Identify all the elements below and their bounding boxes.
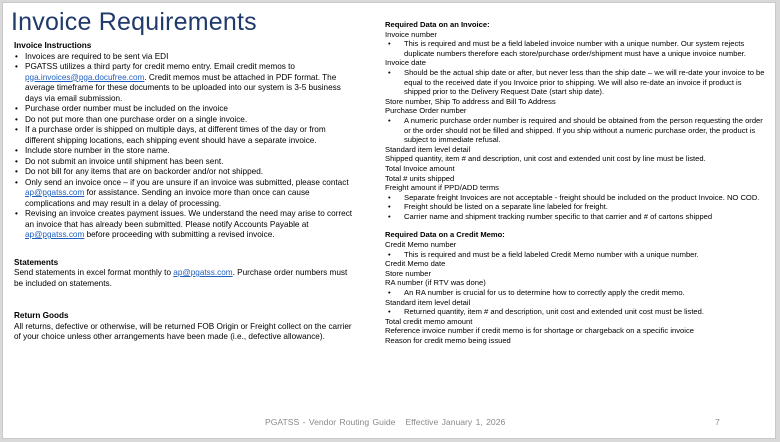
list-item [14,146,354,157]
right-column [385,20,769,346]
credit-memo-total-line: Total credit memo amount [385,316,473,326]
store-address-line: Store number, Ship To address and Bill To Address [385,96,556,106]
invoice-number-label: Invoice number [385,29,437,39]
invoice-data-heading: Required Data on an Invoice: [385,20,490,29]
list-item-text: Only send an invoice once – if you are unsure if an invoice was submitted, please contact [25,177,349,187]
list-item: • This is required and must be a field labeled invoice number with a unique number. Our system rejects duplicate numbers therefore each store/purchase order/shipment must have a unique invoice number. [385,39,769,58]
invoice-number-list [385,39,769,58]
list-item-text: before proceeding with submitting a revised invoice. [84,230,275,239]
list-item: • This is required and must be a field labeled Credit Memo number with a unique number. [385,250,769,260]
invoice-date-list [385,68,769,97]
list-item [14,167,354,178]
credit-memo-item-detail-line: Standard item level detail [385,297,471,307]
list-item-text: Include store number in the store name. [25,146,170,155]
total-units-line: Total # units shipped [385,173,455,183]
ra-list [385,288,769,298]
credit-memo-reason-line: Reason for credit memo being issued [385,336,511,345]
freight-label: Freight amount if PPD/ADD terms [385,183,499,193]
return-goods-section [14,311,354,343]
item-detail-line: Standard item level detail [385,144,471,154]
statements-heading: Statements [14,257,59,267]
page-title: Invoice Requirements [11,8,257,36]
ap-email-link[interactable]: ap@pgatss.com [25,188,85,197]
list-item-text: Purchase order number must be included on the invoice [25,104,228,113]
freight-list [385,193,769,222]
statements-section [14,258,354,290]
reference-invoice-line: Reference invoice number if credit memo is for shortage or chargeback on a specific invoice [385,326,694,336]
credit-memo-store-line: Store number [385,268,432,278]
list-item-text: Do not submit an invoice until shipment has been sent. [25,156,224,166]
returned-quantity-list [385,307,769,317]
list-item-text: If a purchase order is shipped on multiple days, at different times of the day or from different shipping locations, each shipping event should have a separate invoice. [25,125,326,145]
shipped-quantity-line: Shipped quantity, item # and description, unit cost and extended unit cost by line must be listed. [385,154,706,164]
list-item: • A numeric purchase order number is required and should be obtained from the person requesting the order or the order should not be filled and shipped. If you ship without a numeric purchase order, the product is subject to immediate refusal. [385,116,769,145]
statements-text-body: Send statements in excel format monthly to [14,268,172,277]
footer-effective-date: Effective January 1, 2026 [405,417,506,427]
page-number: 7 [715,417,720,427]
return-goods-heading: Return Goods [14,311,69,320]
list-item: • Carrier name and shipment tracking number specific to that carrier and # of cartons shipped [385,212,769,222]
total-invoice-line: Total Invoice amount [385,163,455,173]
list-item [14,115,354,126]
list-item-text: for assistance. Sending an invoice more than once can cause complications and may result in a delay of processing. [25,188,310,208]
document-page [2,2,776,439]
list-item-text: . Credit memos must be attached in PDF format. The average timeframe for these documents to be uploaded into our system is 3-5 business days via email submission. [25,72,341,103]
credit-memo-email-link[interactable]: pga.invoices@pga.docufree.com [25,72,145,82]
statements-text [14,268,354,289]
ra-number-label: RA number (if RTV was done) [385,278,486,288]
credit-memo-heading: Required Data on a Credit Memo: [385,230,505,240]
credit-memo-date-line: Credit Memo date [385,259,446,269]
invoice-instructions-list [14,52,354,241]
list-item-text: PGATSS utilizes a third party for credit memo entry. Email credit memos to [25,62,295,71]
statements-email-link[interactable]: ap@pgatss.com [173,268,233,277]
statements-text-tail: . Purchase order numbers must be included on statements. [14,268,348,288]
spacer [385,221,769,230]
left-column [14,41,354,343]
list-item [14,209,354,241]
invoice-date-label: Invoice date [385,58,426,68]
list-item-text: Invoices are required to be sent via EDI [25,51,169,61]
list-item-text: Do not bill for any items that are on backorder and/or not shipped. [25,167,264,176]
footer-guide-title: PGATSS - Vendor Routing Guide [265,417,396,427]
list-item-text: Do not put more than one purchase order on a single invoice. [25,114,248,124]
list-item: • Returned quantity, item # and description, unit cost and extended unit cost must be listed. [385,307,769,317]
list-item-text: Revising an invoice creates payment issues. We understand the need may arise to correct an invoice that has already been submitted. Please notify Accounts Payable at [25,209,353,229]
list-item: • Should be the actual ship date or after, but never less than the ship date – we will re-date your invoice to be equal to the received date if you Invoice prior to shipping. We will also re-date an invoice if product is shipped prior to the Delivery Request Date (start ship date). [385,68,769,97]
po-list [385,116,769,145]
credit-memo-number-label: Credit Memo number [385,240,457,250]
list-item [14,52,354,63]
list-item: • Freight should be listed on a separate line labeled for freight. [385,202,769,212]
list-item: • An RA number is crucial for us to determine how to correctly apply the credit memo. [385,288,769,298]
po-label: Purchase Order number [385,106,467,116]
list-item: • Separate freight Invoices are not acceptable - freight should be included on the product Invoice. NO COD. [385,193,769,203]
list-item [14,125,354,146]
credit-memo-number-list [385,250,769,260]
page-footer [265,417,505,427]
list-item [14,104,354,115]
invoice-instructions-heading: Invoice Instructions [14,41,92,50]
list-item [14,62,354,104]
return-goods-text: All returns, defective or otherwise, will be returned FOB Origin or Freight collect on the carrier of your choice unless other arrangements have been made (i.e., defective allowance). [14,321,352,341]
ap-email-link[interactable]: ap@pgatss.com [25,230,85,239]
list-item [14,157,354,168]
list-item [14,178,354,210]
